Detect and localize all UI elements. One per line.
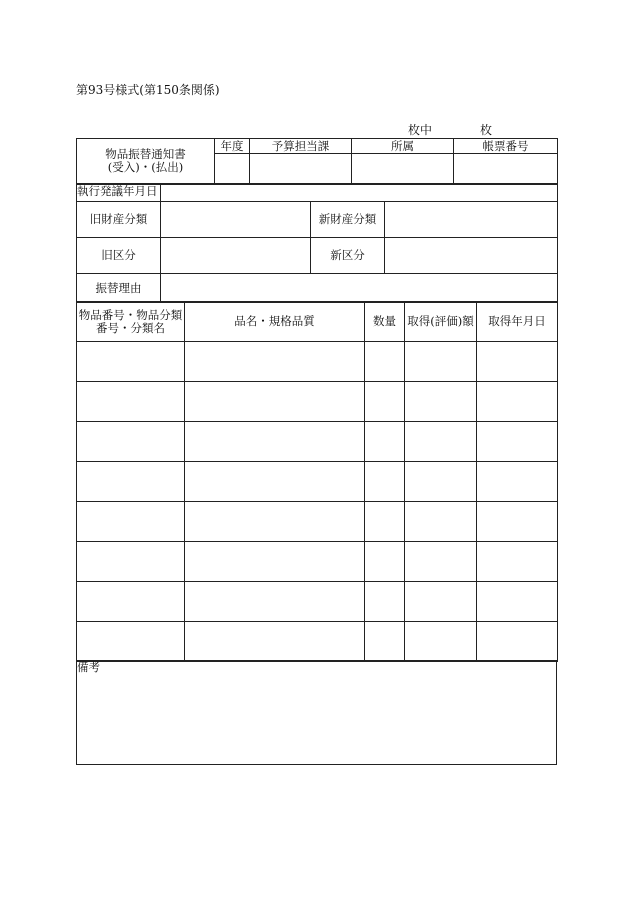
acquisition-date-cell <box>477 382 558 422</box>
sheets-label: 枚 <box>480 123 493 137</box>
header-table <box>76 138 558 184</box>
item-number-header-line2: 番号・分類名 <box>96 320 165 335</box>
remarks-table <box>76 660 557 765</box>
execution-date-label: 執行発議年月日 <box>77 185 161 202</box>
acquisition-date-cell <box>477 502 558 542</box>
affiliation-value-cell <box>352 154 454 184</box>
item-number-cell <box>77 622 185 662</box>
item-row <box>77 502 558 542</box>
acquisition-value-cell <box>405 422 477 462</box>
name-spec-cell <box>185 342 365 382</box>
transfer-reason-label: 振替理由 <box>77 274 161 303</box>
quantity-header: 数量 <box>365 302 405 342</box>
document-title-cell <box>77 139 215 184</box>
name-spec-cell <box>185 582 365 622</box>
transfer-reason-value-cell <box>161 274 558 303</box>
new-division-value-cell <box>385 238 558 274</box>
acquisition-date-header: 取得年月日 <box>477 302 558 342</box>
name-spec-cell <box>185 502 365 542</box>
items-table <box>76 301 558 662</box>
quantity-cell <box>365 382 405 422</box>
acquisition-value-cell <box>405 462 477 502</box>
item-number-header-line1: 物品番号・物品分類 <box>78 307 183 322</box>
item-number-cell <box>77 462 185 502</box>
acquisition-date-cell <box>477 622 558 662</box>
item-number-cell <box>77 502 185 542</box>
quantity-cell <box>365 542 405 582</box>
budget-section-header: 予算担当課 <box>250 139 352 154</box>
quantity-cell <box>365 582 405 622</box>
name-spec-cell <box>185 422 365 462</box>
budget-section-value-cell <box>250 154 352 184</box>
item-number-cell <box>77 582 185 622</box>
acquisition-date-cell <box>477 542 558 582</box>
acquisition-value-header: 取得(評価)額 <box>405 302 477 342</box>
ledger-number-value-cell <box>454 154 558 184</box>
acquisition-value-cell <box>405 342 477 382</box>
document-title: 物品振替通知書 <box>105 147 186 161</box>
transfer-info-table <box>76 184 558 303</box>
name-spec-cell <box>185 382 365 422</box>
execution-date-value-cell <box>161 185 558 202</box>
name-spec-cell <box>185 622 365 662</box>
document-title-type: (受入)・(払出) <box>107 160 184 174</box>
acquisition-value-cell <box>405 502 477 542</box>
new-asset-class-value-cell <box>385 202 558 238</box>
item-row <box>77 622 558 662</box>
form-number-title: 第93号様式(第150条関係) <box>76 83 220 97</box>
ledger-number-header: 帳票番号 <box>454 139 558 154</box>
acquisition-value-cell <box>405 582 477 622</box>
quantity-cell <box>365 622 405 662</box>
name-spec-cell <box>185 462 365 502</box>
remarks-cell <box>77 661 557 765</box>
item-row <box>77 342 558 382</box>
item-row <box>77 462 558 502</box>
acquisition-date-cell <box>477 462 558 502</box>
name-spec-header: 品名・規格品質 <box>185 302 365 342</box>
name-spec-cell <box>185 542 365 582</box>
old-division-label: 旧区分 <box>77 238 161 274</box>
acquisition-date-cell <box>477 582 558 622</box>
acquisition-value-cell <box>405 382 477 422</box>
acquisition-value-cell <box>405 622 477 662</box>
item-number-cell <box>77 382 185 422</box>
old-division-value-cell <box>161 238 311 274</box>
year-header: 年度 <box>215 139 250 154</box>
item-row <box>77 582 558 622</box>
item-row <box>77 542 558 582</box>
item-row <box>77 382 558 422</box>
acquisition-date-cell <box>477 342 558 382</box>
item-number-cell <box>77 422 185 462</box>
quantity-cell <box>365 462 405 502</box>
item-number-cell <box>77 542 185 582</box>
item-rows <box>77 342 558 662</box>
quantity-cell <box>365 342 405 382</box>
acquisition-date-cell <box>477 422 558 462</box>
quantity-cell <box>365 502 405 542</box>
item-row <box>77 422 558 462</box>
remarks-label: 備考 <box>77 660 100 674</box>
year-value-cell <box>215 154 250 184</box>
old-asset-class-value-cell <box>161 202 311 238</box>
sheet-of-label: 枚中 <box>408 123 433 137</box>
acquisition-value-cell <box>405 542 477 582</box>
old-asset-class-label: 旧財産分類 <box>77 202 161 238</box>
new-division-label: 新区分 <box>311 238 385 274</box>
new-asset-class-label: 新財産分類 <box>311 202 385 238</box>
affiliation-header: 所属 <box>352 139 454 154</box>
quantity-cell <box>365 422 405 462</box>
item-number-cell <box>77 342 185 382</box>
item-number-header <box>77 302 185 342</box>
